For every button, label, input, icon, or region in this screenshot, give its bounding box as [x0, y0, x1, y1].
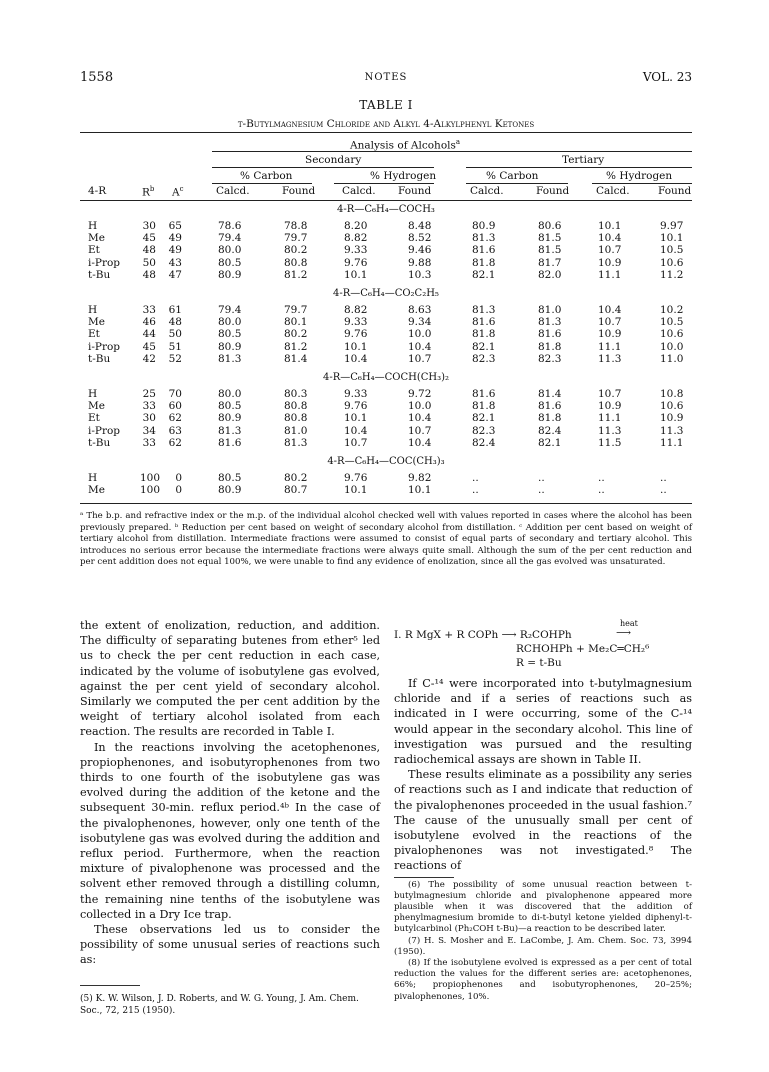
table-cell: 80.2 [284, 244, 308, 257]
table-cell: 42 [142, 352, 156, 365]
table-cell: 79.4 [218, 232, 242, 245]
table-cell: 80.1 [284, 316, 308, 329]
page-header [80, 70, 692, 86]
table-cell: H [88, 304, 98, 316]
table-cell: 10.4 [598, 232, 622, 245]
table-cell: 10.2 [660, 304, 684, 316]
left-column [80, 618, 380, 968]
table-cell: 81.6 [472, 244, 496, 257]
table-row [80, 257, 692, 269]
col-header-addition-text: A [172, 186, 180, 199]
table-cell: 80.7 [284, 484, 308, 497]
table-cell: 50 [168, 328, 182, 341]
table-row [80, 388, 692, 400]
table-title [80, 118, 692, 130]
table-cell: 80.9 [218, 268, 242, 281]
table-cell: Me [88, 232, 105, 245]
left-paragraph-1: the extent of enolization, reduction, and addition. The difficulty of separating butenes from ether⁵ led us to check the per cent reduction in each case, indicated by the volume of isobutylene gas evolved, against the per cent yield of secondary alcohol. Similarly we computed the per cent addition by the weight of tertiary alcohol isolated from each reaction. The results are recorded in Table I. [80, 619, 380, 739]
table-cell: .. [472, 472, 479, 484]
group-heading: 4-R—C₆H₄—COCH₃ [337, 204, 435, 215]
table-cell: 10.5 [660, 244, 684, 257]
table-cell: 9.46 [408, 244, 432, 257]
table-cell: 82.4 [472, 436, 496, 449]
table-cell: 8.63 [408, 304, 432, 316]
table-cell: 25 [142, 388, 156, 400]
table-cell: i-Prop [88, 340, 121, 353]
tertiary-heading: Tertiary [562, 154, 605, 166]
table-cell: 47 [168, 268, 182, 281]
footnote-rule [80, 985, 140, 986]
table-cell: Me [88, 400, 105, 413]
table-cell: 10.9 [660, 412, 684, 425]
right-paragraph-2: These results eliminate as a possibility any series of reactions such as I and indicate that reduction of the pivalophenones proceeded in the usual fashion.⁷ The cause of the unusually small per cent of isobutylene evolved in the reactions of the pivalophenones was not investigated.⁸ The reactions of [394, 768, 692, 873]
table-cell: 11.1 [598, 412, 622, 425]
table-cell: .. [660, 484, 667, 497]
table-cell: 51 [168, 340, 182, 353]
footnote-6: (6) The possibility of some unusual reaction between t-butylmagnesium chloride and pivalophenone appeared more plausible when it was discovered that the addition of phenylmagnesium bromide to di-t-butyl ketone yielded diphenyl-t-butylcarbinol (Ph₂COH t-Bu)—a reaction to be described later. [394, 879, 692, 935]
table-cell: 78.6 [218, 220, 242, 232]
table-cell: 80.9 [218, 340, 242, 353]
table-cell: 10.7 [408, 352, 432, 365]
table-cell: 49 [168, 244, 182, 257]
table-cell: 11.1 [598, 268, 622, 281]
table-cell: 81.3 [472, 232, 496, 245]
table-cell: 0 [175, 472, 182, 484]
table-cell: 78.8 [284, 220, 308, 232]
table-cell: 10.7 [598, 244, 622, 257]
table-cell: 11.2 [660, 268, 684, 281]
table-top-rule [80, 132, 692, 133]
table-cell: 80.8 [284, 412, 308, 425]
table-cell: 10.8 [660, 388, 684, 400]
table-cell: 10.4 [344, 424, 368, 437]
table-cell: 8.82 [344, 232, 368, 245]
table-cell: 82.1 [472, 340, 496, 353]
table-cell: 10.0 [660, 340, 684, 353]
table-cell: 10.1 [660, 232, 684, 245]
rule-sec-hydrogen [334, 183, 434, 184]
table-cell: 81.5 [538, 244, 562, 257]
table-cell: 9.33 [344, 244, 368, 257]
tertiary-hydrogen-heading: % Hydrogen [606, 170, 673, 182]
table-cell: 10.4 [598, 304, 622, 316]
table-cell: 80.9 [472, 220, 496, 232]
scheme-line-1: I. R MgX + R COPh ⟶ R₂COHPh [394, 629, 572, 641]
table-cell: 11.5 [598, 436, 622, 449]
table-cell: 49 [168, 232, 182, 245]
table-cell: 63 [168, 424, 182, 437]
table-cell: 81.7 [538, 256, 562, 269]
table-cell: 30 [142, 220, 156, 232]
footnote-7: (7) H. S. Mosher and E. LaCombe, J. Am. Chem. Soc. 73, 3994 (1950). [394, 935, 692, 957]
table-row [80, 425, 692, 437]
col-header-sec-h-found: Found [398, 185, 432, 197]
col-header-ter-h-found: Found [658, 185, 692, 197]
table-cell: 8.82 [344, 304, 368, 316]
table-cell: .. [472, 484, 479, 497]
table-cell: 81.8 [538, 412, 562, 425]
group-heading: 4-R—C₆H₄—COCH(CH₃)₂ [322, 372, 450, 383]
col-header-addition-mark: c [179, 185, 184, 193]
table-cell: 10.3 [408, 268, 432, 281]
footnote-8: (8) If the isobutylene evolved is expressed as a per cent of total reduction the values for the different series are: acetophenones, 66%; propiophenones and isobutyrophenones, 20–25%; pivalophenones, 10%. [394, 958, 692, 1002]
table-cell: 9.76 [344, 472, 368, 484]
table-cell: 82.3 [538, 352, 562, 365]
table-cell: 10.1 [344, 268, 368, 281]
table-cell: 62 [168, 436, 182, 449]
table-cell: 10.6 [660, 400, 684, 413]
right-paragraph-1: If C-¹⁴ were incorporated into t-butylmagnesium chloride and if a series of reactions such as indicated in I were occurring, some of the C-¹⁴ would appear in the secondary alcohol. This line of investigation was pursued and the resulting radiochemical assays are shown in Table II. [394, 677, 692, 767]
table-cell: 81.3 [218, 352, 242, 365]
volume-label: VOL. 23 [642, 70, 692, 84]
table-cell: 100 [140, 472, 161, 484]
table-cell: 10.4 [344, 352, 368, 365]
table-cell: 81.3 [284, 436, 308, 449]
secondary-heading: Secondary [305, 154, 362, 166]
table-row [80, 220, 692, 232]
table-row [80, 304, 692, 316]
table-cell: 10.0 [408, 328, 432, 341]
col-header-reduction-mark: b [149, 185, 155, 193]
table-bottom-rule [80, 503, 692, 504]
table-cell: 10.7 [598, 388, 622, 400]
right-footnote-rule [394, 877, 454, 878]
table-cell: 81.6 [538, 328, 562, 341]
table-cell: Me [88, 316, 105, 329]
col-header-sec-h-calcd: Calcd. [342, 185, 376, 197]
col-header-addition [172, 185, 184, 199]
table-cell: t-Bu [88, 436, 111, 449]
col-header-reduction-text: R [142, 186, 150, 199]
table-cell: 10.9 [598, 256, 622, 269]
table-cell: 11.0 [660, 352, 684, 365]
table-cell: 81.3 [472, 304, 496, 316]
col-header-sec-c-calcd: Calcd. [216, 185, 250, 197]
group-heading: 4-R—C₆H₄—COC(CH₃)₃ [327, 456, 445, 467]
table-cell: 10.4 [408, 436, 432, 449]
table-cell: 10.5 [660, 316, 684, 329]
table-cell: 80.2 [284, 472, 308, 484]
table-cell: 10.4 [408, 412, 432, 425]
table-cell: 10.1 [344, 484, 368, 497]
table-cell: 80.3 [284, 388, 308, 400]
table-cell: 81.4 [284, 352, 308, 365]
table-cell: 50 [142, 256, 156, 269]
table-cell: 80.5 [218, 400, 242, 413]
table-cell: 10.6 [660, 328, 684, 341]
secondary-hydrogen-heading: % Hydrogen [370, 170, 437, 182]
table-cell: 9.76 [344, 256, 368, 269]
table-cell: 81.8 [472, 328, 496, 341]
table-cell: 100 [140, 484, 161, 497]
scheme-line-3: R = t-Bu [516, 657, 562, 669]
table-cell: 48 [142, 268, 156, 281]
table-cell: 9.33 [344, 388, 368, 400]
table-cell: 80.8 [284, 256, 308, 269]
table-cell: 11.3 [660, 424, 684, 437]
table-cell: 81.3 [538, 316, 562, 329]
table-cell: 10.7 [344, 436, 368, 449]
table-cell: Et [88, 244, 100, 257]
table-cell: 33 [142, 304, 156, 316]
table-cell: 82.4 [538, 424, 562, 437]
table-cell: i-Prop [88, 256, 121, 269]
table-cell: 81.2 [284, 340, 308, 353]
table-cell: 80.5 [218, 256, 242, 269]
table-cell: 82.1 [472, 412, 496, 425]
table-cell: 80.8 [284, 400, 308, 413]
secondary-carbon-heading: % Carbon [240, 170, 293, 182]
table-cell: 81.0 [284, 424, 308, 437]
table-row [80, 244, 692, 256]
tertiary-carbon-heading: % Carbon [486, 170, 539, 182]
table-cell: 9.97 [660, 220, 684, 232]
table-caption: TABLE I [359, 98, 413, 112]
table-cell: 11.3 [598, 352, 622, 365]
table-cell: 9.72 [408, 388, 432, 400]
table-cell: .. [538, 472, 545, 484]
table-cell: 70 [168, 388, 182, 400]
table-cell: 9.34 [408, 316, 432, 329]
section-name: NOTES [364, 72, 408, 83]
table-cell: 44 [142, 328, 156, 341]
table-cell: i-Prop [88, 424, 121, 437]
table-row [80, 232, 692, 244]
table-cell: Et [88, 328, 100, 341]
reaction-scheme [394, 618, 692, 668]
table-cell: 82.3 [472, 424, 496, 437]
rule-sec-carbon [212, 183, 312, 184]
right-column [394, 618, 692, 1003]
analysis-heading-text: Analysis of Alcohols [350, 139, 456, 152]
table-cell: 79.7 [284, 232, 308, 245]
table-cell: 81.6 [538, 400, 562, 413]
table-cell: 81.8 [472, 256, 496, 269]
table-cell: 82.3 [472, 352, 496, 365]
table-cell: 8.52 [408, 232, 432, 245]
table-cell: 81.6 [472, 316, 496, 329]
table-cell: 81.6 [472, 388, 496, 400]
table-cell: 82.1 [472, 268, 496, 281]
analysis-heading [350, 138, 460, 152]
table-row [80, 353, 692, 365]
table-cell: Et [88, 412, 100, 425]
left-paragraph-2: In the reactions involving the acetophenones, propiophenones, and isobutyrophenones from two thirds to one fourth of the isobutylene gas was evolved during the addition of the ketone and the subsequent 30-min. reflux period.⁴ᵇ In the case of the pivalophenones, however, only one tenth of the isobutylene gas was evolved during the addition and reflux period. Furthermore, when the reaction mixture of pivalophenone was processed and the solvent ether removed through a distilling column, the remaining nine tenths of the isobutylene was collected in a Dry Ice trap. [80, 740, 380, 921]
table-cell: 80.0 [218, 244, 242, 257]
scheme-heat-label: heat [620, 619, 638, 628]
table-row [80, 341, 692, 353]
table-cell: 10.1 [344, 412, 368, 425]
table-cell: 81.3 [218, 424, 242, 437]
table-cell: 81.2 [284, 268, 308, 281]
table-cell: 45 [142, 340, 156, 353]
table-cell: 43 [168, 256, 182, 269]
table-cell: 80.9 [218, 412, 242, 425]
table-cell: 9.76 [344, 400, 368, 413]
table-cell: 10.9 [598, 400, 622, 413]
table-cell: 45 [142, 232, 156, 245]
table-cell: 65 [168, 220, 182, 232]
table-cell: 30 [142, 412, 156, 425]
rule-ter-hydrogen [592, 183, 692, 184]
table-cell: 9.33 [344, 316, 368, 329]
table-cell: .. [598, 472, 605, 484]
table-cell: 9.82 [408, 472, 432, 484]
table-row [80, 484, 692, 496]
table-cell: t-Bu [88, 268, 111, 281]
scheme-line-2: RCHOHPh + Me₂C═CH₂⁶ [516, 643, 650, 655]
table-cell: 80.0 [218, 316, 242, 329]
table-cell: H [88, 388, 98, 400]
table-cell: 9.88 [408, 256, 432, 269]
table-cell: 10.0 [408, 400, 432, 413]
table-cell: 81.6 [218, 436, 242, 449]
table-cell: 33 [142, 436, 156, 449]
table-cell: H [88, 472, 98, 484]
table-cell: 48 [142, 244, 156, 257]
table-cell: 79.4 [218, 304, 242, 316]
table-cell: 11.1 [598, 340, 622, 353]
table-row [80, 316, 692, 328]
table-cell: 10.1 [598, 220, 622, 232]
table-cell: 82.0 [538, 268, 562, 281]
table-cell: 46 [142, 316, 156, 329]
table-row [80, 400, 692, 412]
table-title-text: t-Butylmagnesium Chloride and Alkyl 4-Alkylphenyl Ketones [237, 118, 535, 130]
table-cell: 10.6 [660, 256, 684, 269]
rule-secondary [212, 167, 434, 168]
rule-ter-carbon [466, 183, 568, 184]
table-cell: 80.9 [218, 484, 242, 497]
table-cell: 81.8 [538, 340, 562, 353]
table-cell: 62 [168, 412, 182, 425]
col-header-sec-c-found: Found [282, 185, 316, 197]
table-cell: 61 [168, 304, 182, 316]
analysis-heading-mark: a [455, 138, 461, 146]
table-row [80, 472, 692, 484]
table-cell: 48 [168, 316, 182, 329]
table-cell: 82.1 [538, 436, 562, 449]
rule-tertiary [466, 167, 692, 168]
col-header-r: 4-R [88, 185, 107, 197]
table-row [80, 328, 692, 340]
table-cell: Me [88, 484, 105, 497]
table-row [80, 437, 692, 449]
table-cell: 80.5 [218, 472, 242, 484]
col-header-ter-c-calcd: Calcd. [470, 185, 504, 197]
table-cell: 81.0 [538, 304, 562, 316]
table-cell: 10.1 [344, 340, 368, 353]
table-row [80, 269, 692, 281]
table-cell: 79.7 [284, 304, 308, 316]
table-cell: 80.2 [284, 328, 308, 341]
page-number: 1558 [80, 70, 114, 85]
table-cell: 60 [168, 400, 182, 413]
table-cell: t-Bu [88, 352, 111, 365]
footnote-5: (5) K. W. Wilson, J. D. Roberts, and W. G. Young, J. Am. Chem. Soc., 72, 215 (1950). [80, 994, 359, 1016]
table-cell: 10.7 [598, 316, 622, 329]
rule-analysis [212, 151, 692, 152]
table-cell: 52 [168, 352, 182, 365]
left-paragraph-3: These observations led us to consider the possibility of some unusual series of reactions such as: [80, 923, 380, 967]
table-cell: .. [538, 484, 545, 497]
table-cell: 81.5 [538, 232, 562, 245]
table-cell: 80.5 [218, 328, 242, 341]
table-cell: 81.4 [538, 388, 562, 400]
table-cell: H [88, 220, 98, 232]
table-cell: 9.76 [344, 328, 368, 341]
table-cell: 81.8 [472, 400, 496, 413]
table-cell: 11.3 [598, 424, 622, 437]
table-cell: 80.0 [218, 388, 242, 400]
table-header-rule [80, 200, 692, 201]
col-header-ter-c-found: Found [536, 185, 570, 197]
table-cell: 10.1 [408, 484, 432, 497]
scheme-heat-arrow: ⟶ [616, 627, 632, 639]
table-cell: 10.4 [408, 340, 432, 353]
table-cell: 80.6 [538, 220, 562, 232]
table-footnotes: ᵃ The b.p. and refractive index or the m.p. of the individual alcohol checked well with values reported in cases where the alcohol has been previously prepared. ᵇ Reduction per cent based on weight of secondary alcohol from distillation. ᶜ Addition per cent based on weight of tertiary alcohol from distillation. Intermediate fractions were assumed to consist of equal parts of secondary and tertiary alcohol. This introduces no serious error because the intermediate fractions were always quite small. Although the sum of the per cent reduction and per cent addition does not equal 100%, we were unable to find any evidence of enolization, since all the gas evolved was unsaturated. [80, 511, 692, 568]
col-header-reduction [142, 185, 154, 199]
table-cell: 10.9 [598, 328, 622, 341]
table-cell: .. [660, 472, 667, 484]
table-row [80, 412, 692, 424]
col-header-ter-h-calcd: Calcd. [596, 185, 630, 197]
table-cell: .. [598, 484, 605, 497]
table-cell: 0 [175, 484, 182, 497]
table-cell: 8.20 [344, 220, 368, 232]
table-cell: 34 [142, 424, 156, 437]
table-cell: 8.48 [408, 220, 432, 232]
table-cell: 33 [142, 400, 156, 413]
table-cell: 10.7 [408, 424, 432, 437]
table-cell: 11.1 [660, 436, 684, 449]
group-heading: 4-R—C₆H₄—CO₂C₂H₅ [333, 288, 439, 299]
